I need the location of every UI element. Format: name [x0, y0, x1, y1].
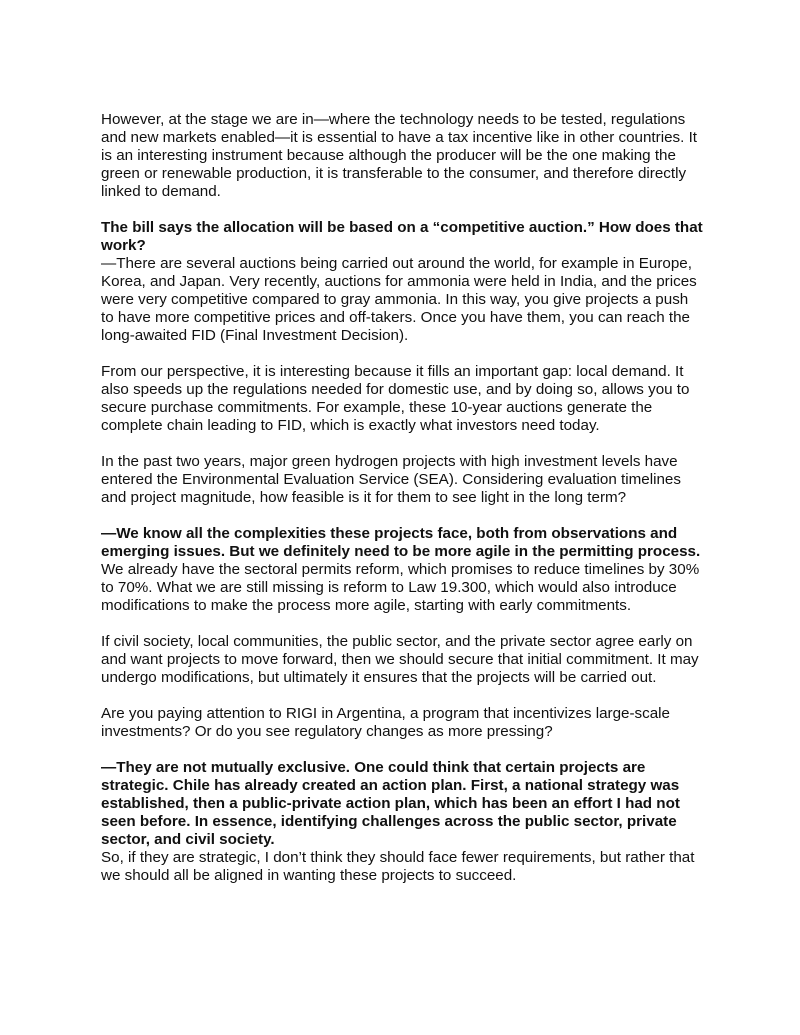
paragraph-sectoral-permits-reform: We already have the sectoral permits reform, which promises to reduce timelines by 30% to 70%. What we are still missing is reform to Law 19.300, which would also introduce modifications to make the process more agile, starting with early commitments. [101, 561, 700, 614]
question-sea-feasibility: In the past two years, major green hydrogen projects with high investment levels have entered the Environmental Evaluation Service (SEA). Considering evaluation timelines and project magnitude, how feasible is it for them to see light in the long term? [101, 453, 681, 506]
answer-permitting-agility: —We know all the complexities these projects face, both from observations and emerging issues. But we definitely need to be more agile in the permitting process. [101, 525, 701, 560]
paragraph-tax-incentive: However, at the stage we are in—where the technology needs to be tested, regulations and new markets enabled—it is essential to have a tax incentive like in other countries. It is an interesting instrument because although the producer will be the one making the green or renewable production, it is transferable to the consumer, and therefore directly linked to demand. [101, 111, 698, 200]
question-rigi-argentina: Are you paying attention to RIGI in Argentina, a program that incentivizes large-scale investments? Or do you see regulatory changes as more pressing? [101, 705, 670, 740]
paragraph-local-demand: From our perspective, it is interesting because it fills an important gap: local demand. It also speeds up the regulations needed for domestic use, and by doing so, allows you to secure purchase commitments. For example, these 10-year auctions generate the complete chain leading to FID, which is exactly what investors need today. [101, 363, 690, 434]
answer-auctions-worldwide: —There are several auctions being carried out around the world, for example in Europe, Korea, and Japan. Very recently, auctions for ammonia were held in India, and the prices were very competitive compared to gray ammonia. In this way, you give projects a push to have more competitive prices and off-takers. Once you have them, you can reach the long-awaited FID (Final Investment Decision). [101, 255, 697, 344]
document-page [101, 111, 703, 903]
paragraph-strategic-alignment: So, if they are strategic, I don’t think they should face fewer requirements, but rather that we should all be aligned in wanting these projects to succeed. [101, 849, 695, 884]
question-competitive-auction: The bill says the allocation will be based on a “competitive auction.” How does that work? [101, 219, 703, 254]
paragraph-early-commitment: If civil society, local communities, the public sector, and the private sector agree early on and want projects to move forward, then we should secure that initial commitment. It may undergo modifications, but ultimately it ensures that the projects will be carried out. [101, 633, 699, 686]
answer-not-mutually-exclusive: —They are not mutually exclusive. One could think that certain projects are strategic. Chile has already created an action plan. First, a national strategy was established, then a public-private action plan, which has been an effort I had not seen before. In essence, identifying challenges across the public sector, private sector, and civil society. [101, 759, 680, 848]
